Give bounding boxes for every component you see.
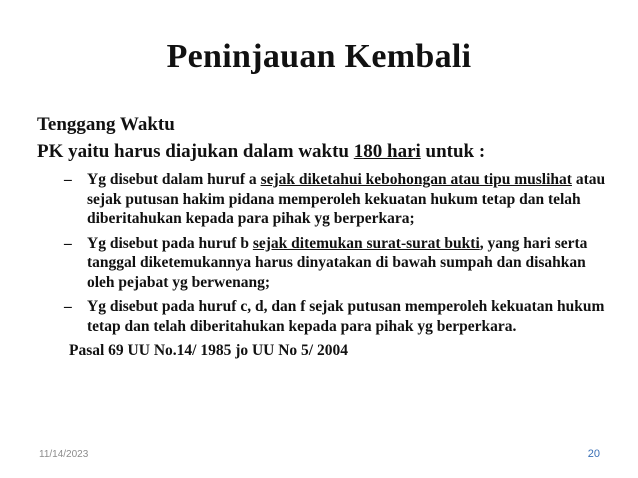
section-subheading: [37, 140, 607, 164]
bullet-dash: –: [64, 171, 72, 188]
bullet-item: [61, 170, 607, 229]
page-number: 20: [587, 448, 600, 460]
legal-reference: Pasal 69 UU No.14/ 1985 jo UU No 5/ 2004: [69, 342, 348, 359]
bullet-dash: –: [64, 298, 72, 315]
bullet-item: [61, 297, 607, 336]
subheading-underlined: 180 hari: [353, 141, 421, 162]
section-heading: Tenggang Waktu: [37, 114, 175, 135]
slide-title: Peninjauan Kembali: [166, 38, 472, 75]
subheading-pre: PK yaitu harus diajukan dalam waktu: [37, 141, 354, 162]
bullet-text-post: atau sejak putusan hakim pidana memperoleh kekuatan hukum tetap dan telah diberitahukan kepada para pihak yg berperkara;: [87, 171, 606, 227]
slide-content: [37, 113, 607, 361]
bullet-text-underlined: sejak diketahui kebohongan atau tipu muslihat: [260, 171, 572, 188]
bullet-text-pre: Yg disebut dalam huruf a: [87, 171, 261, 188]
bullet-item: [61, 234, 607, 293]
bullet-list: [37, 170, 607, 336]
bullet-text-pre: Yg disebut pada huruf c, d, dan f sejak putusan memperoleh kekuatan hukum tetap dan telah diberitahukan kepada para pihak yg berperkara.: [87, 298, 605, 335]
bullet-text-pre: Yg disebut pada huruf b: [87, 234, 253, 252]
subheading-post: untuk :: [420, 141, 486, 162]
bullet-dash: –: [64, 234, 72, 252]
bullet-text-underlined: sejak ditemukan surat-surat bukti: [252, 234, 480, 252]
footer-date: 11/14/2023: [39, 449, 89, 460]
bullet-text-post: , yang hari serta tanggal diketemukannya harus dinyatakan di bawah sumpah dan disahkan oleh pejabat yg berwenang;: [87, 234, 588, 291]
